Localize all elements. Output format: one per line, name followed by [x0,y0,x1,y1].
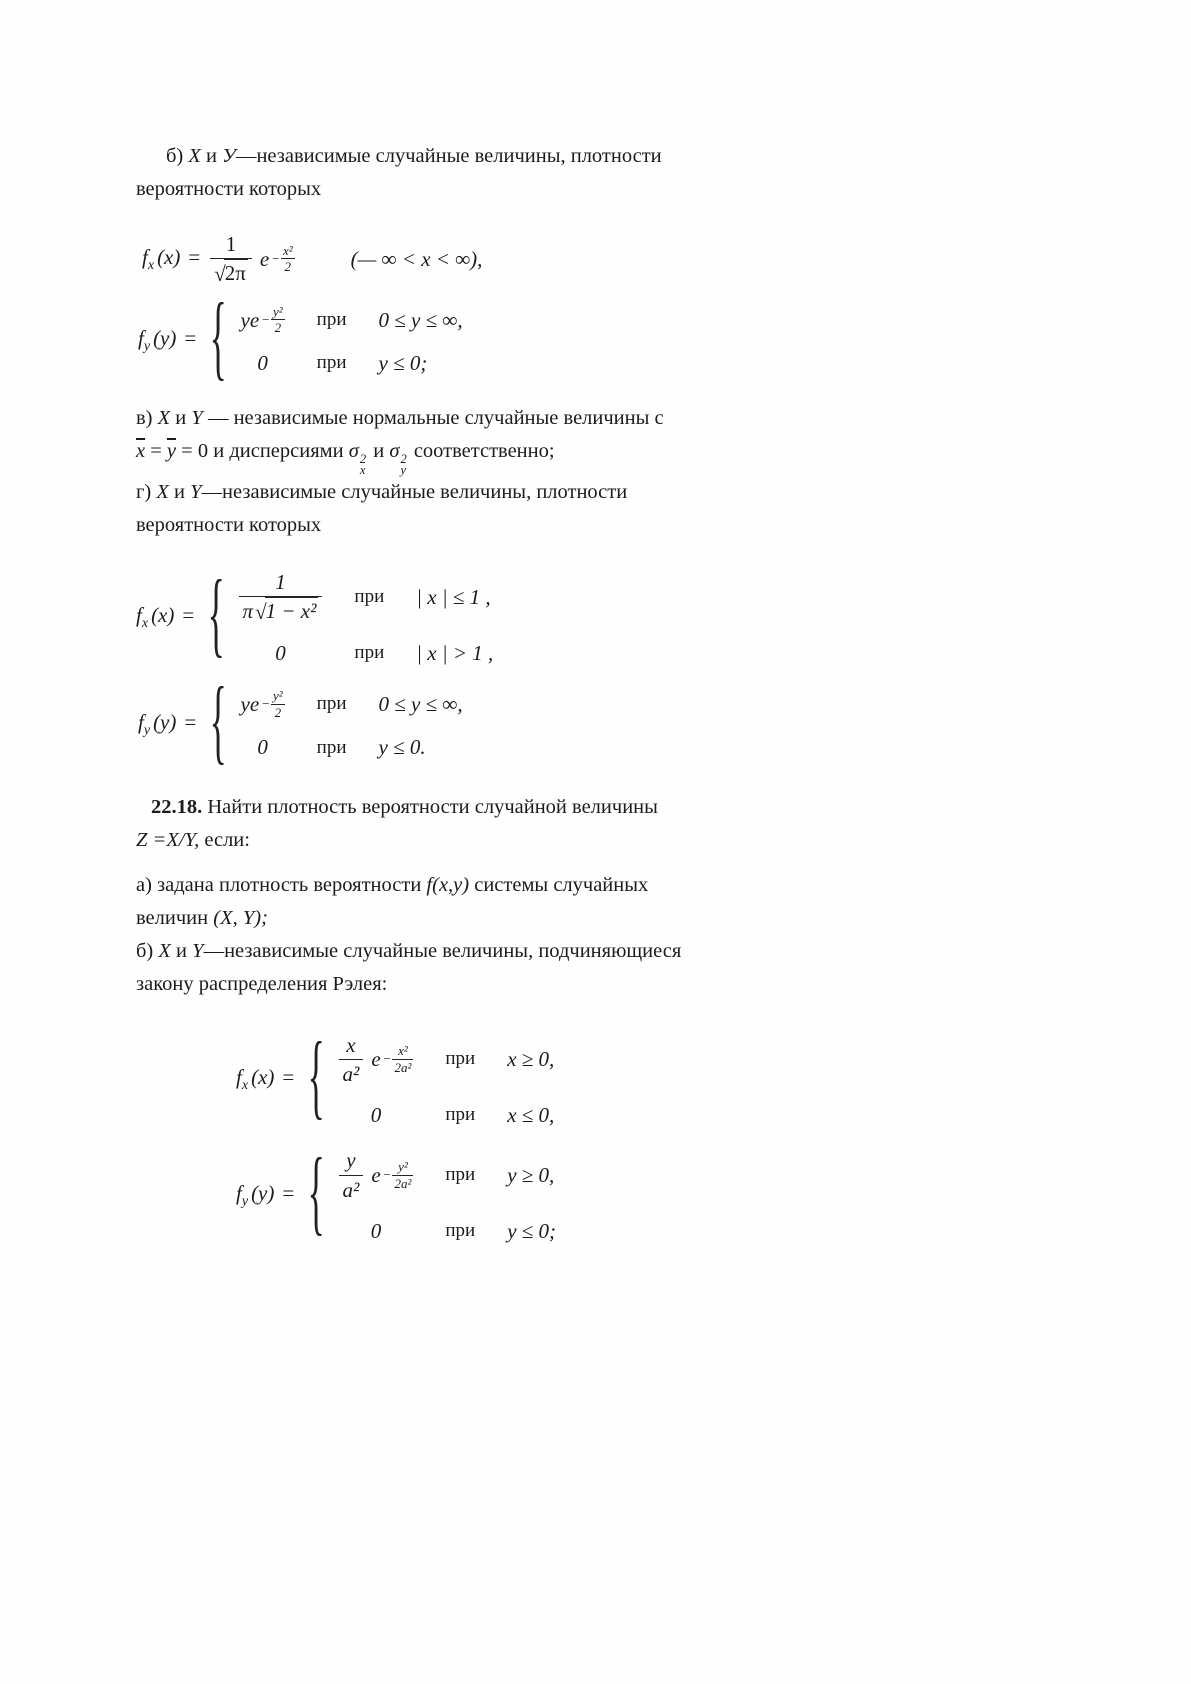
fraction-numerator: x² [398,1043,408,1059]
formula-fx-piecewise-arcsine [136,563,976,668]
domain-condition: (— ∞ < x < ∞), [350,246,483,271]
text-segment: —независимые случайные величины, подчиняющиеся [203,939,682,962]
text-segment: Найти плотность вероятности случайной величины [202,795,658,818]
case-expression [339,1031,414,1089]
case-expression: 0 [275,640,286,665]
variable-x: X [158,939,171,962]
case-expression [339,1146,414,1204]
function-subscript: x [241,1078,249,1094]
function-letter: f [138,709,144,734]
paragraph-v-line2 [136,435,976,476]
case-condition: 0 ≤ y ≤ ∞, [378,692,463,717]
paragraph-a-line1 [136,869,976,902]
variable-y: Y [192,939,204,962]
function-lhs [142,244,210,275]
equals-sign: = [184,709,197,734]
text-segment: если: [199,828,250,851]
left-brace: { [209,286,227,391]
left-brace: { [209,671,227,775]
subscript: x [359,463,366,478]
expression-base: ye [240,692,260,717]
equals-sign: = [282,1065,295,1090]
problem-22-18-line1 [136,791,976,824]
euler-e: e [371,1047,381,1072]
function-subscript: y [241,1194,249,1210]
function-argument: (x) [151,602,175,627]
fraction-denominator: 2 [271,704,285,721]
radical-sign: √ [214,262,226,287]
when-label: при [445,1104,476,1126]
fraction [339,1031,364,1089]
case-condition: y ≤ 0; [507,1219,557,1244]
sigma-symbol: σ [348,440,359,463]
case-rows [239,568,494,666]
fraction-denominator: 2a² [394,1175,412,1191]
radicand: 2π [224,261,246,286]
paragraph-b2-line1 [136,935,976,968]
variable-y: У [222,145,236,167]
text-segment: вероятности которых [136,514,322,537]
case-rows [241,304,463,376]
case-condition: x ≤ 0, [507,1103,555,1128]
case-condition: y ≤ 0; [378,350,428,375]
formula-fy-rayleigh [236,1142,976,1246]
function-letter: f [142,244,148,269]
fraction-denominator: a² [339,1175,364,1204]
function-argument: (y) [153,709,177,734]
variable-y: Y [190,481,202,504]
x-bar: $\overline{x}$ [136,440,146,463]
function-lhs [236,1180,304,1211]
exponent-fraction [281,243,295,275]
density-fxy: f(x,y) [426,873,470,896]
text-segment: и [200,145,223,167]
paragraph-g-line1 [136,476,976,509]
superscript: 2 [400,452,407,467]
exponent-fraction [271,304,285,336]
fraction-denominator [239,596,323,625]
when-label: при [316,308,347,330]
text-segment: в) [136,407,158,430]
when-label: при [316,693,347,715]
case-expression [239,568,323,626]
case-expression: 0 [257,350,268,375]
fraction-numerator: x [346,1032,356,1057]
fraction [210,230,252,288]
left-brace: { [307,1026,325,1130]
case-condition: 0 ≤ y ≤ ∞, [378,307,463,332]
exponent [261,304,284,336]
function-lhs [236,1064,304,1095]
exponent [271,243,294,275]
text-segment: и [170,407,192,430]
formula-fx-normal-density [142,230,976,288]
text-segment: —независимые случайные величины, плотности [201,481,628,504]
variable-x: X [157,407,171,430]
fraction [339,1146,364,1204]
formula-z-equals: Z =X/Y, [136,828,200,851]
when-label: при [445,1220,476,1242]
case-condition: | x | ≤ 1 , [416,584,491,609]
text-segment: б) [136,939,159,962]
paragraph-v-line1 [136,402,976,435]
exponent [383,1043,414,1075]
fraction-numerator: 1 [275,570,286,595]
superscript: 2 [359,452,367,467]
radicand: 1 − x² [265,599,317,624]
equals-sign: = [184,325,197,350]
fraction-numerator: 1 [225,232,237,256]
paragraph-b-line1 [136,140,976,173]
euler-e: e [371,1163,381,1188]
when-label: при [316,352,347,374]
function-letter: f [136,602,142,627]
case-expression [241,688,285,720]
paragraph-b2-line2 [136,968,976,1001]
minus-sign: − [261,311,270,327]
fraction-denominator: 2 [271,319,285,336]
case-condition: | x | > 1 , [416,640,494,665]
piecewise-cases [206,286,463,391]
piecewise-cases [206,671,463,775]
formula-fy-piecewise-1 [138,286,976,391]
case-expression: 0 [257,735,268,760]
text-segment: соответственно; [408,440,555,463]
sigma-sup-sub [360,454,366,476]
case-condition: y ≥ 0, [507,1163,555,1188]
function-lhs [138,709,206,740]
exponent [261,688,284,720]
piecewise-cases [304,1026,555,1130]
when-label: при [354,586,385,608]
function-letter: f [236,1065,242,1090]
function-argument: (x) [251,1065,275,1090]
function-lhs [138,325,206,356]
function-argument: (y) [153,325,177,350]
function-subscript: y [143,338,151,354]
function-letter: f [236,1181,242,1206]
system-xy: (X, Y); [213,906,268,929]
problem-number: 22.18. [151,795,203,818]
paragraph-b-line2 [136,173,976,206]
problem-22-18-line2 [136,824,976,857]
text-segment: г) [136,481,157,504]
radical-sign: √ [255,600,267,625]
exponent [383,1159,414,1191]
text-segment: = [145,440,167,463]
case-condition: y ≤ 0. [378,735,426,760]
text-segment: б) [166,145,189,167]
paragraph-g-line2 [136,509,976,542]
case-rows [339,1031,555,1129]
expression-base: ye [240,307,260,332]
formula-fx-rayleigh [236,1026,976,1130]
exponent-fraction [271,688,285,720]
case-rows [339,1146,557,1244]
case-expression: 0 [370,1103,382,1128]
page-content [136,140,976,1244]
piecewise-cases [304,1142,557,1246]
text-segment: и [368,440,390,463]
variable-y: Y [191,407,203,430]
when-label: при [445,1164,476,1186]
function-subscript: x [141,615,149,631]
text-segment: и [170,939,193,962]
exponent-fraction [392,1043,413,1075]
text-segment: величин [136,906,214,929]
subscript: y [400,463,406,478]
function-argument: (y) [251,1181,275,1206]
when-label: при [316,736,347,758]
equals-sign: = [188,244,201,269]
case-expression: 0 [370,1219,382,1244]
minus-sign: − [382,1167,392,1183]
fraction-numerator: y² [272,688,283,704]
paragraph-a-line2 [136,902,976,935]
text-segment: — независимые нормальные случайные величины с [202,407,664,430]
text-segment: —независимые случайные величины, плотности [235,145,662,167]
fraction-numerator: y² [398,1159,408,1175]
sigma-symbol: σ [389,440,400,463]
left-brace: { [307,1142,325,1246]
fraction-denominator [210,258,252,287]
exponent-fraction [392,1159,413,1191]
variable-x: X [156,481,169,504]
function-subscript: y [143,723,151,739]
case-expression [241,304,285,336]
equals-sign: = [282,1181,295,1206]
sigma-sup-sub [400,454,406,476]
fraction-denominator: a² [339,1059,364,1088]
fraction [239,568,323,626]
piecewise-cases [204,563,494,668]
pi-symbol: π [242,599,254,624]
y-bar: $\overline{y}$ [166,440,177,463]
when-label: при [445,1048,476,1070]
equals-sign: = [182,602,195,627]
fraction-numerator: x² [282,242,293,258]
text-segment: системы случайных [469,873,649,896]
function-lhs [136,602,204,633]
function-argument: (x) [157,244,181,269]
fraction-numerator: y² [272,303,283,319]
case-condition: x ≥ 0, [507,1047,555,1072]
fraction-numerator: y [346,1148,356,1173]
text-segment: вероятности которых [136,178,322,200]
case-rows [241,688,463,760]
left-brace: { [207,563,225,668]
fraction-denominator: 2a² [394,1059,412,1075]
minus-sign: − [271,250,280,266]
text-segment: закону распределения Рэлея: [136,972,388,995]
variable-x: X [188,145,201,167]
fraction-denominator: 2 [281,258,295,275]
text-segment: = 0 и дисперсиями [176,440,349,463]
text-segment: и [168,481,191,504]
minus-sign: − [382,1051,392,1067]
when-label: при [354,642,385,664]
minus-sign: − [261,696,270,712]
formula-fy-piecewise-2 [138,671,976,775]
function-letter: f [138,325,144,350]
text-segment: а) задана плотность вероятности [136,873,427,896]
function-subscript: x [147,257,155,273]
euler-e: e [259,246,270,271]
